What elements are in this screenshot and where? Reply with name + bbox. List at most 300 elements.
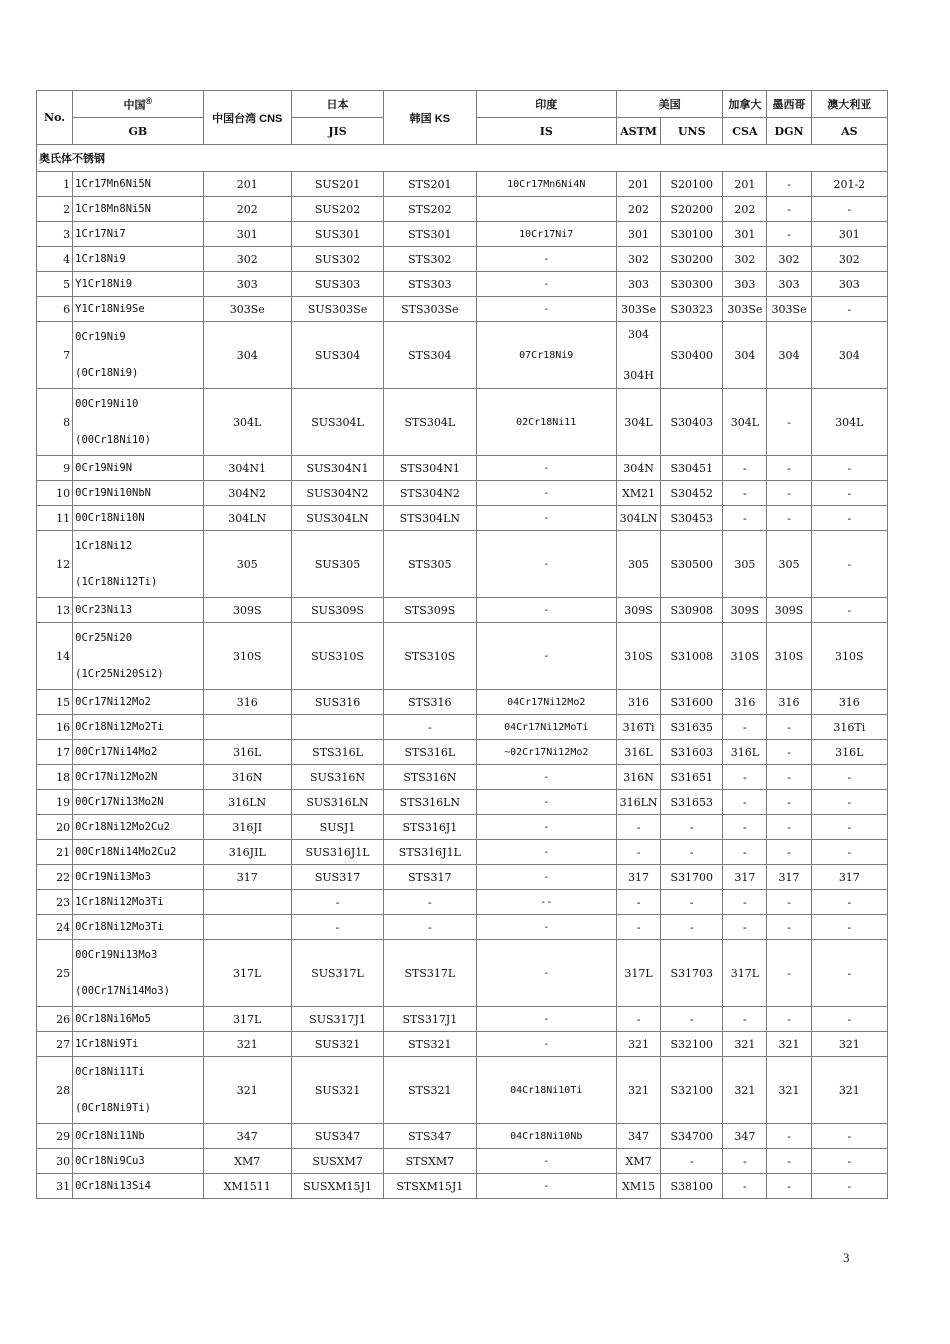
cell-gb: 0Cr17Ni12Mo2N	[73, 765, 203, 790]
cell-no: 12	[37, 531, 73, 598]
cell-cns: 202	[203, 197, 291, 222]
cell-dgn: -	[767, 790, 811, 815]
cell-csa: -	[723, 890, 767, 915]
cell-dgn: -	[767, 915, 811, 940]
cell-uns: S38100	[661, 1174, 723, 1199]
cell-csa: -	[723, 790, 767, 815]
cell-jis: SUSXM7	[291, 1149, 383, 1174]
cell-astm: XM7	[616, 1149, 660, 1174]
cell-gb: 0Cr19Ni13Mo3	[73, 865, 203, 890]
cell-cns: 317	[203, 865, 291, 890]
cell-astm: 303Se	[616, 297, 660, 322]
header-india: 印度	[476, 91, 616, 118]
cell-no: 13	[37, 598, 73, 623]
stainless-steel-grade-table	[36, 90, 888, 1199]
cell-dgn: -	[767, 840, 811, 865]
cell-is: -	[476, 1149, 616, 1174]
table-row	[37, 915, 888, 940]
cell-jis: SUS201	[291, 172, 383, 197]
cell-as: -	[811, 915, 887, 940]
cell-csa: -	[723, 715, 767, 740]
cell-jis: SUS304N1	[291, 456, 383, 481]
cell-as: -	[811, 1174, 887, 1199]
grade-primary: 00Cr19Ni13Mo3	[75, 949, 158, 961]
cell-ks: STS202	[384, 197, 476, 222]
cell-dgn: -	[767, 481, 811, 506]
cell-ks: STS304L	[384, 389, 476, 456]
cell-uns: S30323	[661, 297, 723, 322]
cell-uns: S20200	[661, 197, 723, 222]
cell-cns: 317L	[203, 1007, 291, 1032]
cell-gb	[73, 940, 203, 1007]
cell-ks: STS309S	[384, 598, 476, 623]
cell-ks: STS316N	[384, 765, 476, 790]
cell-astm: 321	[616, 1032, 660, 1057]
cell-cns	[203, 915, 291, 940]
cell-as: 321	[811, 1057, 887, 1124]
cell-ks: STS321	[384, 1032, 476, 1057]
table-row	[37, 389, 888, 456]
cell-uns: S30100	[661, 222, 723, 247]
cell-dgn: -	[767, 456, 811, 481]
cell-as: 302	[811, 247, 887, 272]
cell-csa: 202	[723, 197, 767, 222]
cell-uns: -	[661, 915, 723, 940]
cell-as: -	[811, 197, 887, 222]
table-row	[37, 506, 888, 531]
cell-jis: SUS304	[291, 322, 383, 389]
cell-astm	[616, 322, 660, 389]
cell-dgn: 303	[767, 272, 811, 297]
cell-as: -	[811, 598, 887, 623]
cell-astm: 316L	[616, 740, 660, 765]
cell-no: 1	[37, 172, 73, 197]
table-row	[37, 765, 888, 790]
cell-cns	[203, 890, 291, 915]
cell-gb: 0Cr18Ni16Mo5	[73, 1007, 203, 1032]
cell-ks: STS304N1	[384, 456, 476, 481]
cell-uns: S32100	[661, 1057, 723, 1124]
cell-jis: SUS317J1	[291, 1007, 383, 1032]
cell-csa: 316	[723, 690, 767, 715]
cell-jis: SUS309S	[291, 598, 383, 623]
header-taiwan: 中国台湾 CNS	[203, 91, 291, 145]
cell-cns	[203, 715, 291, 740]
cell-no: 22	[37, 865, 73, 890]
header-china: 中国®	[73, 91, 203, 118]
cell-gb: 0Cr18Ni12Mo2Ti	[73, 715, 203, 740]
cell-astm: 304L	[616, 389, 660, 456]
cell-is: 02Cr18Ni11	[476, 389, 616, 456]
cell-ks: STS317L	[384, 940, 476, 1007]
cell-uns: -	[661, 840, 723, 865]
cell-uns: S34700	[661, 1124, 723, 1149]
cell-no: 3	[37, 222, 73, 247]
cell-jis: SUS317	[291, 865, 383, 890]
section-title: 奥氏体不锈钢	[37, 145, 888, 172]
cell-as: -	[811, 1149, 887, 1174]
table-row	[37, 197, 888, 222]
table-row	[37, 740, 888, 765]
cell-astm: -	[616, 890, 660, 915]
cell-jis: -	[291, 915, 383, 940]
grade-alternate: (0Cr18Ni9Ti)	[75, 1102, 151, 1114]
cell-gb: Y1Cr18Ni9Se	[73, 297, 203, 322]
cell-no: 8	[37, 389, 73, 456]
cell-gb: 1Cr18Mn8Ni5N	[73, 197, 203, 222]
table-row	[37, 247, 888, 272]
cell-ks: STS316	[384, 690, 476, 715]
cell-jis: SUS316LN	[291, 790, 383, 815]
table-row	[37, 222, 888, 247]
cell-jis	[291, 715, 383, 740]
cell-as: 310S	[811, 623, 887, 690]
cell-astm: 317	[616, 865, 660, 890]
cell-gb: 0Cr18Ni13Si4	[73, 1174, 203, 1199]
cell-ks: STS310S	[384, 623, 476, 690]
cell-is: -	[476, 531, 616, 598]
cell-is: -	[476, 506, 616, 531]
cell-dgn: 317	[767, 865, 811, 890]
cell-dgn: 321	[767, 1032, 811, 1057]
cell-is: -	[476, 940, 616, 1007]
cell-no: 10	[37, 481, 73, 506]
cell-csa: 347	[723, 1124, 767, 1149]
cell-csa: 310S	[723, 623, 767, 690]
table-row	[37, 481, 888, 506]
cell-dgn: -	[767, 740, 811, 765]
cell-cns: 301	[203, 222, 291, 247]
cell-cns: 304LN	[203, 506, 291, 531]
cell-gb	[73, 322, 203, 389]
cell-jis: SUS305	[291, 531, 383, 598]
cell-uns: S30500	[661, 531, 723, 598]
header-australia: 澳大利亚	[811, 91, 887, 118]
cell-is: -	[476, 765, 616, 790]
cell-gb: 00Cr17Ni13Mo2N	[73, 790, 203, 815]
cell-ks: STS305	[384, 531, 476, 598]
cell-no: 19	[37, 790, 73, 815]
cell-csa: 304	[723, 322, 767, 389]
cell-ks: STS303	[384, 272, 476, 297]
grade-primary: 0Cr18Ni11Ti	[75, 1066, 145, 1078]
grade-alternate: (0Cr18Ni9)	[75, 367, 139, 379]
cell-gb	[73, 531, 203, 598]
cell-uns: S20100	[661, 172, 723, 197]
cell-cns: 310S	[203, 623, 291, 690]
cell-astm: 317L	[616, 940, 660, 1007]
cell-uns: S31700	[661, 865, 723, 890]
table-row	[37, 531, 888, 598]
cell-no: 21	[37, 840, 73, 865]
cell-as: -	[811, 1124, 887, 1149]
cell-astm: XM21	[616, 481, 660, 506]
cell-astm: 309S	[616, 598, 660, 623]
cell-is: -	[476, 297, 616, 322]
cell-as: 201-2	[811, 172, 887, 197]
cell-gb: 1Cr18Ni9Ti	[73, 1032, 203, 1057]
cell-as: -	[811, 531, 887, 598]
cell-ks: STS304	[384, 322, 476, 389]
cell-ks: STS301	[384, 222, 476, 247]
cell-gb: 1Cr18Ni9	[73, 247, 203, 272]
cell-jis: SUS316N	[291, 765, 383, 790]
cell-jis: SUS321	[291, 1057, 383, 1124]
table-row	[37, 1057, 888, 1124]
cell-cns: XM1511	[203, 1174, 291, 1199]
standards-table-container	[36, 90, 888, 1199]
cell-ks: STS316L	[384, 740, 476, 765]
cell-csa: 321	[723, 1057, 767, 1124]
cell-is	[476, 197, 616, 222]
cell-no: 31	[37, 1174, 73, 1199]
cell-csa: -	[723, 815, 767, 840]
table-row	[37, 322, 888, 389]
cell-dgn: -	[767, 815, 811, 840]
cell-ks: STS317	[384, 865, 476, 890]
cell-dgn: 321	[767, 1057, 811, 1124]
cell-is: -	[476, 272, 616, 297]
cell-ks: STS321	[384, 1057, 476, 1124]
cell-jis: SUS321	[291, 1032, 383, 1057]
cell-as: -	[811, 940, 887, 1007]
cell-cns: 316	[203, 690, 291, 715]
cell-as: 321	[811, 1032, 887, 1057]
cell-jis: SUS301	[291, 222, 383, 247]
cell-gb: 1Cr17Mn6Ni5N	[73, 172, 203, 197]
cell-jis: SUS303Se	[291, 297, 383, 322]
cell-is: -	[476, 1007, 616, 1032]
cell-jis: SUS316J1L	[291, 840, 383, 865]
cell-jis: SUS347	[291, 1124, 383, 1149]
cell-jis: SUS310S	[291, 623, 383, 690]
cell-is: 04Cr17Ni12Mo2	[476, 690, 616, 715]
cell-dgn: -	[767, 389, 811, 456]
cell-uns: S30200	[661, 247, 723, 272]
cell-is: -	[476, 598, 616, 623]
cell-no: 23	[37, 890, 73, 915]
cell-csa: -	[723, 1174, 767, 1199]
cell-dgn: -	[767, 172, 811, 197]
cell-uns: S31635	[661, 715, 723, 740]
cell-csa: 304L	[723, 389, 767, 456]
cell-is: -	[476, 247, 616, 272]
cell-as: -	[811, 297, 887, 322]
header-japan: 日本	[291, 91, 383, 118]
cell-uns: S31703	[661, 940, 723, 1007]
cell-is: -	[476, 915, 616, 940]
cell-dgn: -	[767, 1124, 811, 1149]
grade-alternate: (1Cr18Ni12Ti)	[75, 576, 158, 588]
table-row	[37, 623, 888, 690]
cell-gb: 0Cr19Ni10NbN	[73, 481, 203, 506]
cell-astm: -	[616, 815, 660, 840]
cell-cns: 316JI	[203, 815, 291, 840]
table-row	[37, 690, 888, 715]
cell-uns: -	[661, 1149, 723, 1174]
cell-ks: STS302	[384, 247, 476, 272]
cell-astm: XM15	[616, 1174, 660, 1199]
cell-ks: STSXM15J1	[384, 1174, 476, 1199]
cell-dgn: 316	[767, 690, 811, 715]
grade-primary: 00Cr19Ni10	[75, 398, 139, 410]
cell-gb: 00Cr17Ni14Mo2	[73, 740, 203, 765]
cell-is: 04Cr18Ni10Nb	[476, 1124, 616, 1149]
cell-no: 14	[37, 623, 73, 690]
cell-dgn: -	[767, 1007, 811, 1032]
cell-no: 26	[37, 1007, 73, 1032]
cell-astm: 305	[616, 531, 660, 598]
cell-no: 2	[37, 197, 73, 222]
cell-csa: 321	[723, 1032, 767, 1057]
cell-is: -	[476, 623, 616, 690]
cell-dgn: 304	[767, 322, 811, 389]
cell-jis: SUS317L	[291, 940, 383, 1007]
cell-uns: -	[661, 1007, 723, 1032]
cell-dgn: -	[767, 222, 811, 247]
cell-as: -	[811, 1007, 887, 1032]
cell-is: 04Cr17Ni12MoTi	[476, 715, 616, 740]
header-as: AS	[811, 118, 887, 145]
cell-gb: 00Cr18Ni14Mo2Cu2	[73, 840, 203, 865]
header-usa: 美国	[616, 91, 722, 118]
cell-astm: 202	[616, 197, 660, 222]
cell-cns: 303	[203, 272, 291, 297]
cell-is: -	[476, 840, 616, 865]
cell-cns: 316LN	[203, 790, 291, 815]
cell-gb: 1Cr18Ni12Mo3Ti	[73, 890, 203, 915]
cell-astm: 304LN	[616, 506, 660, 531]
cell-no: 29	[37, 1124, 73, 1149]
cell-csa: 303	[723, 272, 767, 297]
cell-cns: 305	[203, 531, 291, 598]
cell-is: -	[476, 1174, 616, 1199]
cell-ks: -	[384, 915, 476, 940]
astm-primary: 304	[628, 328, 650, 341]
cell-no: 24	[37, 915, 73, 940]
cell-jis: SUS304LN	[291, 506, 383, 531]
cell-no: 11	[37, 506, 73, 531]
cell-uns: S30452	[661, 481, 723, 506]
cell-cns: 316L	[203, 740, 291, 765]
cell-dgn: -	[767, 715, 811, 740]
cell-gb: Y1Cr18Ni9	[73, 272, 203, 297]
cell-is: -	[476, 481, 616, 506]
table-row	[37, 1149, 888, 1174]
cell-cns: 302	[203, 247, 291, 272]
cell-csa: -	[723, 481, 767, 506]
cell-dgn: -	[767, 765, 811, 790]
cell-gb: 0Cr19Ni9N	[73, 456, 203, 481]
cell-is: -	[476, 456, 616, 481]
table-row	[37, 940, 888, 1007]
table-row	[37, 456, 888, 481]
cell-is: 10Cr17Ni7	[476, 222, 616, 247]
cell-astm: 347	[616, 1124, 660, 1149]
cell-cns: 317L	[203, 940, 291, 1007]
grade-primary: 0Cr19Ni9	[75, 331, 126, 343]
page-number: 3	[843, 1250, 850, 1265]
cell-ks: STS316J1L	[384, 840, 476, 865]
cell-jis: SUSXM15J1	[291, 1174, 383, 1199]
table-row	[37, 1124, 888, 1149]
cell-cns: 201	[203, 172, 291, 197]
cell-dgn: 303Se	[767, 297, 811, 322]
cell-cns: 304N1	[203, 456, 291, 481]
cell-astm: 301	[616, 222, 660, 247]
cell-csa: -	[723, 506, 767, 531]
cell-astm: 302	[616, 247, 660, 272]
cell-astm: 304N	[616, 456, 660, 481]
cell-no: 30	[37, 1149, 73, 1174]
cell-no: 9	[37, 456, 73, 481]
cell-as: -	[811, 815, 887, 840]
cell-ks: STS304LN	[384, 506, 476, 531]
cell-dgn: 310S	[767, 623, 811, 690]
cell-astm: 310S	[616, 623, 660, 690]
cell-uns: S32100	[661, 1032, 723, 1057]
cell-gb: 00Cr18Ni10N	[73, 506, 203, 531]
cell-no: 16	[37, 715, 73, 740]
cell-as: 316Ti	[811, 715, 887, 740]
cell-as: 316L	[811, 740, 887, 765]
cell-ks: STS201	[384, 172, 476, 197]
cell-ks: STS347	[384, 1124, 476, 1149]
cell-csa: 301	[723, 222, 767, 247]
cell-gb	[73, 623, 203, 690]
header-astm: ASTM	[616, 118, 660, 145]
cell-uns: S30453	[661, 506, 723, 531]
cell-cns: 316JIL	[203, 840, 291, 865]
table-row	[37, 272, 888, 297]
cell-dgn: -	[767, 506, 811, 531]
cell-uns: S31651	[661, 765, 723, 790]
cell-csa: 303Se	[723, 297, 767, 322]
cell-as: 304	[811, 322, 887, 389]
cell-is: 04Cr18Ni10Ti	[476, 1057, 616, 1124]
header-mexico: 墨西哥	[767, 91, 811, 118]
cell-dgn: -	[767, 940, 811, 1007]
cell-csa: -	[723, 456, 767, 481]
cell-astm: 201	[616, 172, 660, 197]
table-row	[37, 815, 888, 840]
cell-uns: S30403	[661, 389, 723, 456]
cell-gb: 0Cr18Ni9Cu3	[73, 1149, 203, 1174]
cell-as: 316	[811, 690, 887, 715]
cell-as: -	[811, 456, 887, 481]
astm-alternate: 304H	[623, 369, 654, 382]
table-row	[37, 172, 888, 197]
header-is: IS	[476, 118, 616, 145]
cell-dgn: 309S	[767, 598, 811, 623]
cell-ks: STS304N2	[384, 481, 476, 506]
cell-jis: SUSJ1	[291, 815, 383, 840]
cell-no: 6	[37, 297, 73, 322]
cell-dgn: 305	[767, 531, 811, 598]
cell-csa: 305	[723, 531, 767, 598]
cell-uns: S31603	[661, 740, 723, 765]
table-row	[37, 1174, 888, 1199]
cell-is: -	[476, 815, 616, 840]
header-dgn: DGN	[767, 118, 811, 145]
table-row	[37, 715, 888, 740]
cell-as: 304L	[811, 389, 887, 456]
table-row	[37, 1032, 888, 1057]
cell-jis: -	[291, 890, 383, 915]
cell-no: 25	[37, 940, 73, 1007]
cell-uns: S30400	[661, 322, 723, 389]
cell-dgn: -	[767, 890, 811, 915]
